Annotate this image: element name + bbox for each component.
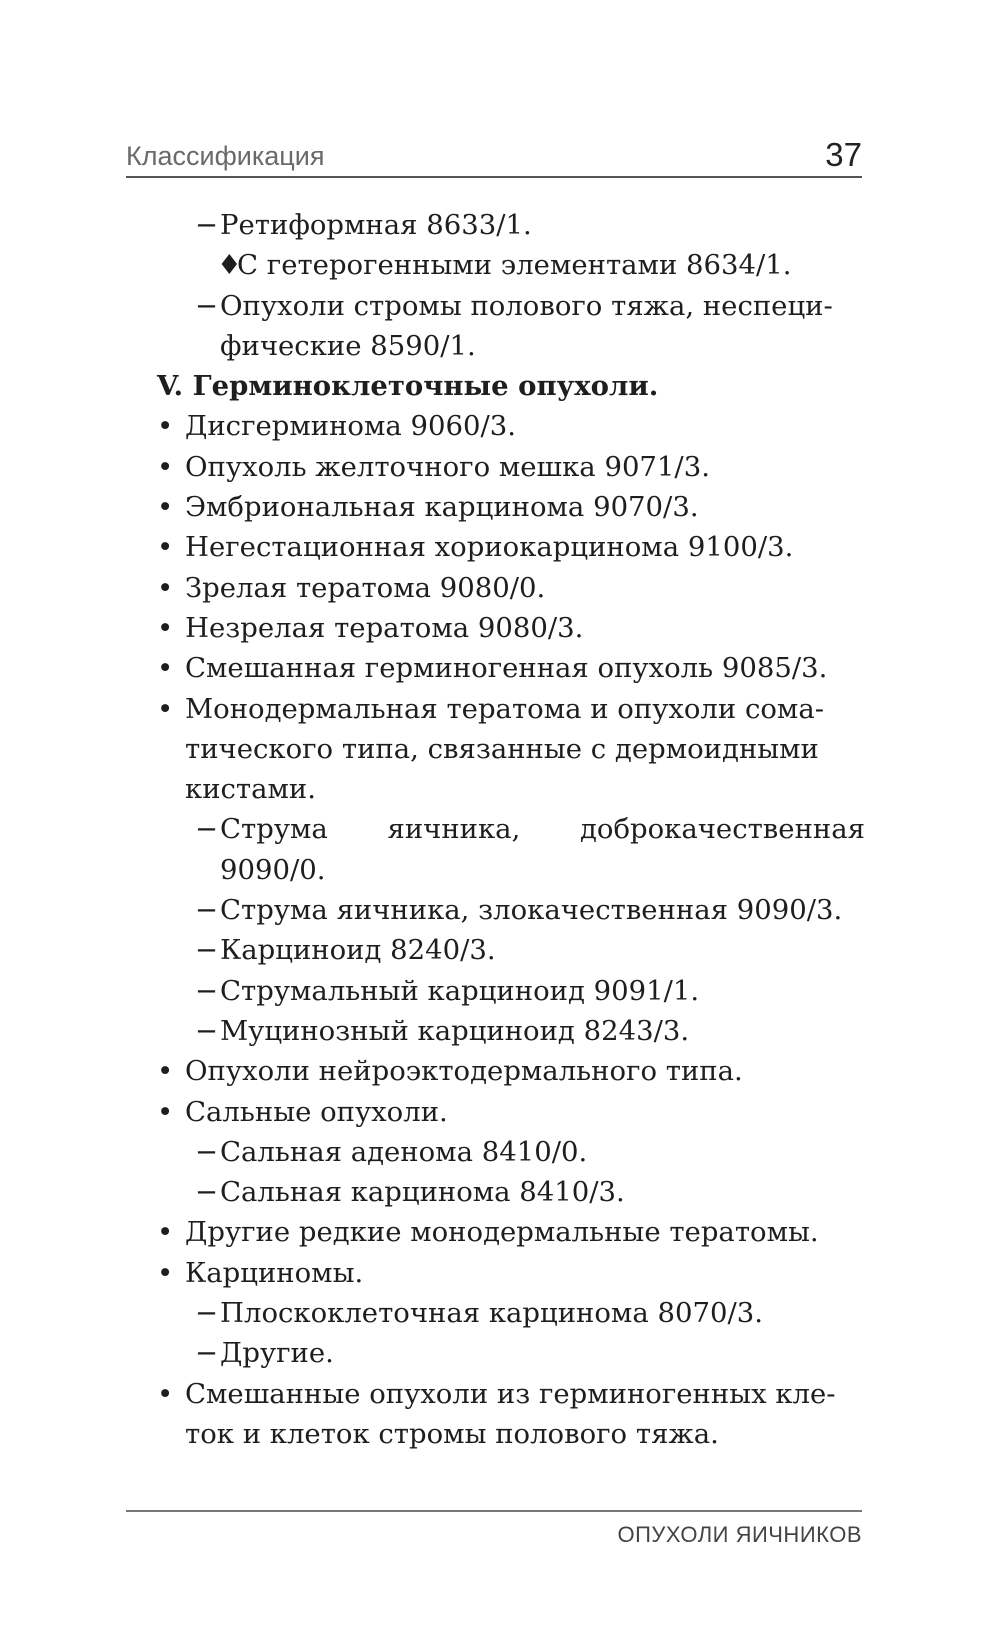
- dash-marker: −: [195, 1135, 219, 1168]
- list-item: [157, 608, 867, 648]
- list-item: [157, 930, 867, 970]
- list-item-text: ток и клеток стромы полового тяжа.: [185, 1417, 719, 1450]
- list-item-text: Смешанная герминогенная опухоль 9085/3.: [185, 652, 828, 685]
- bullet-marker: •: [157, 450, 174, 483]
- list-item: [157, 406, 867, 446]
- page-number: 37: [825, 136, 862, 173]
- list-item: [157, 971, 867, 1011]
- list-item: [157, 648, 867, 688]
- list-item: [157, 527, 867, 567]
- section-title: Классификация: [126, 141, 325, 171]
- diamond-icon: ♦: [217, 249, 242, 282]
- classification-list: [157, 205, 867, 1454]
- dash-marker: −: [195, 1337, 219, 1370]
- list-item-text: Зрелая тератома 9080/0.: [185, 571, 546, 604]
- bullet-marker: •: [157, 531, 174, 564]
- list-item: [157, 286, 867, 326]
- list-item: [157, 689, 867, 729]
- list-item-text: Струма яичника, злокачественная 9090/3.: [220, 894, 843, 927]
- list-item: [157, 890, 867, 930]
- list-item-text: Опухоль желточного мешка 9071/3.: [185, 450, 710, 483]
- bullet-marker: •: [157, 611, 174, 644]
- bullet-marker: •: [157, 652, 174, 685]
- list-item: [157, 205, 867, 245]
- list-item: [157, 447, 867, 487]
- bullet-marker: •: [157, 491, 174, 524]
- list-item: [157, 1374, 867, 1414]
- list-item: [157, 487, 867, 527]
- list-item-text: Смешанные опухоли из герминогенных кле-: [185, 1377, 836, 1410]
- justified-word: доброкачественная: [579, 813, 865, 846]
- list-item-text: Опухоли нейроэктодермального типа.: [185, 1055, 743, 1088]
- list-item-text: Карциноид 8240/3.: [220, 934, 496, 967]
- list-item-text: Ретиформная 8633/1.: [220, 209, 532, 241]
- list-item-text: Дисгерминома 9060/3.: [185, 410, 516, 443]
- bullet-marker: •: [157, 1216, 174, 1249]
- dash-marker: −: [195, 1014, 219, 1047]
- list-item-continuation: [157, 769, 867, 809]
- list-item: [157, 1172, 867, 1212]
- dash-marker: −: [195, 209, 219, 241]
- list-item-text: Другие редкие монодермальные тератомы.: [185, 1216, 819, 1249]
- list-item-text-justified: [220, 809, 865, 849]
- list-item-text: тического типа, связанные с дермоидными: [185, 732, 819, 765]
- list-item: [157, 1293, 867, 1333]
- list-item: [157, 1333, 867, 1373]
- list-item-text: Опухоли стромы полового тяжа, неспеци-: [220, 289, 833, 322]
- bullet-marker: •: [157, 1055, 174, 1088]
- list-item-text: Сальная аденома 8410/0.: [220, 1135, 588, 1168]
- section-heading: [157, 366, 867, 406]
- dash-marker: −: [195, 813, 219, 846]
- bullet-marker: •: [157, 1095, 174, 1128]
- dash-marker: −: [195, 934, 219, 967]
- list-item: [157, 1011, 867, 1051]
- list-item-text: Сальные опухоли.: [185, 1095, 448, 1128]
- bullet-marker: •: [157, 1377, 174, 1410]
- list-item-continuation: [157, 850, 867, 890]
- list-item-text: Струмальный карциноид 9091/1.: [220, 974, 700, 1007]
- list-item-continuation: [157, 326, 867, 366]
- list-item-text: Другие.: [220, 1337, 334, 1370]
- list-item: [157, 1253, 867, 1293]
- justified-word: яичника,: [387, 813, 521, 846]
- list-item-text: фические 8590/1.: [220, 329, 476, 362]
- list-item: [157, 1212, 867, 1252]
- list-item-text: Муцинозный карциноид 8243/3.: [220, 1014, 690, 1047]
- list-item-text: Негестационная хориокарцинома 9100/3.: [185, 531, 794, 564]
- list-item-text: С гетерогенными элементами 8634/1.: [237, 249, 792, 282]
- list-item: [157, 1132, 867, 1172]
- list-item-text: Незрелая тератома 9080/3.: [185, 611, 584, 644]
- dash-marker: −: [195, 974, 219, 1007]
- list-item-text: Сальная карцинома 8410/3.: [220, 1176, 625, 1209]
- dash-marker: −: [195, 289, 219, 322]
- list-item-text: Плоскоклеточная карцинома 8070/3.: [220, 1297, 763, 1330]
- dash-marker: −: [195, 1176, 219, 1209]
- dash-marker: −: [195, 1297, 219, 1330]
- list-item-text: Монодермальная тератома и опухоли сома-: [185, 692, 825, 725]
- bullet-marker: •: [157, 1256, 174, 1289]
- bullet-marker: •: [157, 410, 174, 443]
- list-item-continuation: [157, 1414, 867, 1454]
- list-item-text: Эмбриональная карцинома 9070/3.: [185, 491, 699, 524]
- list-item-continuation: [157, 729, 867, 769]
- list-item: [157, 568, 867, 608]
- list-item-text: кистами.: [185, 773, 316, 806]
- list-item: [157, 1051, 867, 1091]
- list-item: [157, 809, 867, 849]
- bullet-marker: •: [157, 571, 174, 604]
- running-head: [126, 134, 862, 178]
- running-foot: [126, 1510, 862, 1547]
- list-item: [157, 245, 867, 285]
- section-heading-text: V. Герминоклеточные опухоли.: [157, 370, 659, 403]
- list-item: [157, 1092, 867, 1132]
- bullet-marker: •: [157, 692, 174, 725]
- book-title: ОПУХОЛИ ЯИЧНИКОВ: [617, 1522, 862, 1547]
- justified-word: Струма: [220, 813, 328, 846]
- dash-marker: −: [195, 894, 219, 927]
- list-item-text: Карциномы.: [185, 1256, 364, 1289]
- list-item-text: 9090/0.: [220, 853, 326, 886]
